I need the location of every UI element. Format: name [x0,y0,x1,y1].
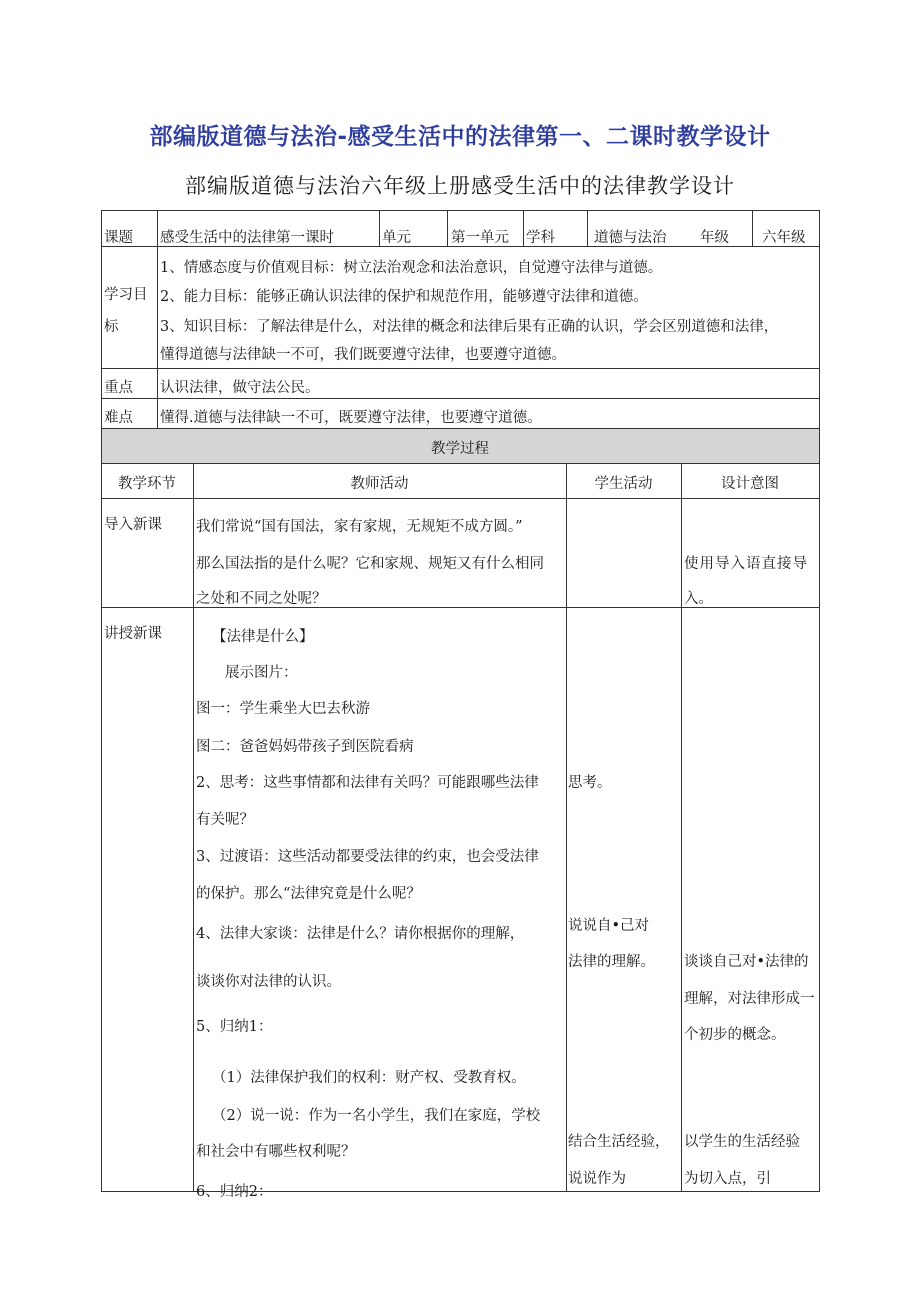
lesson-teacher-line: 图一：学生乘坐大巴去秋游 [196,701,370,717]
lesson-teacher-line: 4、法律大家谈：法律是什么？请你根据你的理解， [196,926,525,942]
grade-label: 年级 [700,230,729,246]
document-title: 部编版道德与法治-感受生活中的法律第一、二课时教学设计 [149,124,771,150]
lesson-teacher-line: （1）法律保护我们的权利：财产权、受教育权。 [212,1070,526,1086]
table-border [523,210,524,246]
table-border [587,210,588,246]
goal-item: 懂得道德与法律缺一不可，我们既要遵守法律，也要遵守道德。 [160,347,566,363]
document-subtitle: 部编版道德与法治六年级上册感受生活中的法律教学设计 [185,174,735,198]
unit-value: 第一单元 [451,230,509,246]
lesson-intent-line: 谈谈自己对•法律的 [684,954,809,970]
goal-item: 3、知识目标：了解法律是什么，对法律的概念和法律后果有正确的认识，学会区别道德和法律， [160,319,779,335]
intro-intent-line: 入。 [684,591,713,607]
table-border [101,463,819,464]
lesson-student-line: 说说作为 [568,1171,626,1187]
lesson-teacher-line: 展示图片： [225,665,298,681]
table-border [193,463,194,1192]
lesson-intent-line: 以学生的生活经验 [684,1134,800,1150]
column-header-student: 学生活动 [594,476,653,492]
lesson-teacher-line: （2）说一说：作为一名小学生，我们在家庭，学校 [212,1108,541,1124]
table-border [101,210,102,1192]
goals-label-cont: 标 [104,319,119,335]
subject-label: 学科 [526,230,555,246]
key-point-label: 重点 [104,380,133,396]
key-point-value: 认识法律，做守法公民。 [160,380,320,396]
table-border [101,428,819,429]
lesson-teacher-line: 2、思考：这些事情都和法律有关吗？可能跟哪些法律 [196,775,539,791]
column-header-teacher: 教师活动 [350,476,409,492]
goals-label: 学习目 [104,287,148,303]
grade-value: 六年级 [762,230,806,246]
goal-item: 1、情感态度与价值观目标：树立法治观念和法治意识，自觉遵守法律与道德。 [160,260,663,276]
lesson-teacher-line: 6、归纳2： [196,1184,273,1200]
course-label: 课题 [104,230,133,246]
lesson-intent-line: 个初步的概念。 [684,1027,786,1043]
lesson-student-line: 结合生活经验， [568,1134,670,1150]
intro-teacher-line: 之处和不同之处呢？ [196,591,327,607]
lesson-teacher-line: 有关呢？ [196,812,254,828]
table-border [157,210,158,428]
lesson-intent-line: 理解，对法律形成一 [684,991,815,1007]
lesson-student-line: 法律的理解。 [568,954,655,970]
table-border [379,210,380,246]
goal-item: 2、能力目标：能够正确认识法律的保护和规范作用，能够遵守法律和道德。 [160,289,648,305]
column-header-stage: 教学环节 [118,476,176,492]
column-header-intent: 设计意图 [721,476,779,492]
difficulty-label: 难点 [104,410,133,426]
table-border [566,463,567,1192]
intro-intent-line: 使用导入语直接导 [684,556,808,572]
course-value: 感受生活中的法律第一课时 [160,230,334,246]
unit-label: 单元 [382,230,411,246]
lesson-teacher-line: 图二：爸爸妈妈带孩子到医院看病 [196,739,414,755]
table-border [101,398,819,399]
subject-value: 道德与法治 [594,230,667,246]
intro-teacher-line: 那么国法指的是什么呢？它和家规、规矩又有什么相同 [196,556,544,572]
lesson-teacher-line: 5、归纳1： [196,1019,273,1035]
lesson-stage: 讲授新课 [104,626,162,642]
table-border [819,210,820,1192]
intro-stage: 导入新课 [104,517,162,533]
lesson-student-line: 思考。 [568,775,612,791]
lesson-intent-line: 为切入点，引 [684,1171,771,1187]
difficulty-value: 懂得.道德与法律缺一不可，既要遵守法律，也要遵守道德。 [160,410,542,426]
process-header: 教学过程 [431,441,489,457]
table-border [101,210,819,211]
lesson-teacher-line: 3、过渡语：这些活动都要受法律的约束，也会受法律 [196,849,539,865]
lesson-teacher-line: 谈谈你对法律的认识。 [196,974,341,990]
lesson-teacher-line: 和社会中有哪些权利呢？ [196,1144,356,1160]
table-border [101,498,819,499]
table-border [101,368,819,369]
lesson-teacher-line: 【法律是什么】 [212,629,314,645]
lesson-teacher-line: 的保护。那么“法律究竟是什么呢？ [196,886,421,902]
table-border [681,463,682,1192]
table-border [752,210,753,246]
intro-teacher-line: 我们常说“国有国法，家有家规，无规矩不成方圆。” [196,519,523,535]
table-border [447,210,448,246]
lesson-student-line: 说说自•己对 [568,918,650,934]
